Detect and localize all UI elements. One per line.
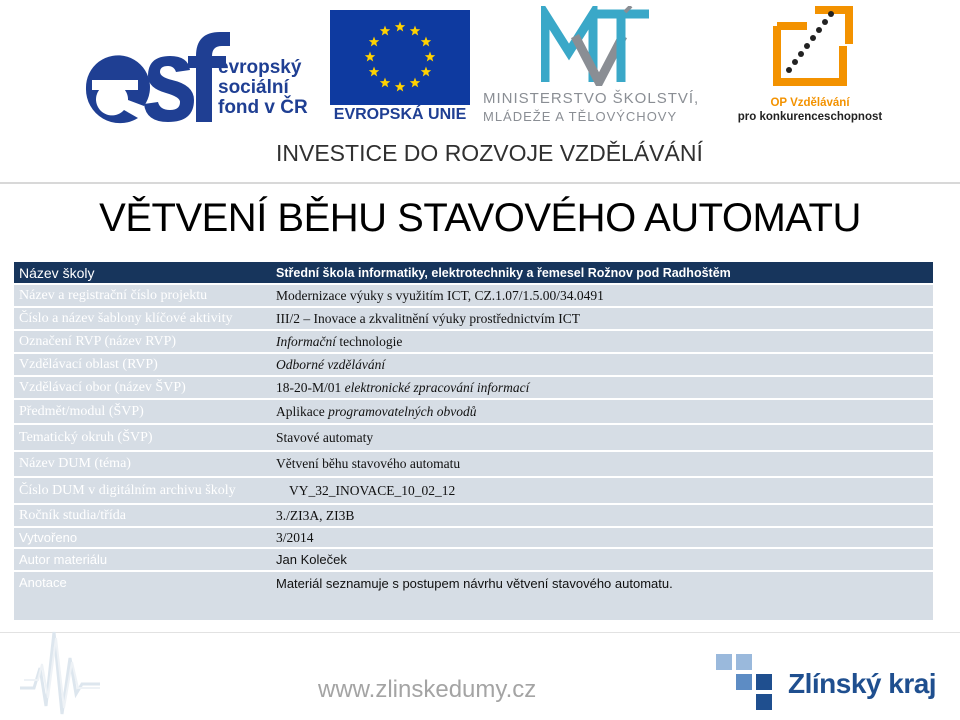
op-mark-icon [767, 6, 853, 92]
waveform-icon [20, 628, 100, 718]
table-row [14, 549, 933, 572]
zlin-wordmark: Zlínský kraj [788, 668, 937, 699]
esf-line-3: fond v ČR [218, 97, 308, 118]
eu-label: EVROPSKÁ UNIE [333, 106, 467, 123]
msmt-line-2: MLÁDEŽE A TĚLOVÝCHOVY [483, 109, 678, 124]
row-label: Název a registrační číslo projektu [19, 287, 208, 303]
table-row [14, 377, 933, 400]
row-value: Stavové automaty [276, 429, 374, 445]
esf-line-2: sociální [218, 77, 289, 98]
header-divider [0, 182, 960, 184]
table-row [14, 262, 933, 285]
footer-divider [0, 632, 960, 633]
row-label: Anotace [19, 575, 67, 590]
esf-logo [78, 10, 323, 130]
row-value-prefix: Aplikace [276, 403, 329, 419]
zlin-logo [716, 654, 936, 714]
row-value: Jan Koleček [276, 552, 347, 567]
row-value-italic: elektronické zpracování informací [344, 379, 530, 395]
msmt-wordmark [483, 90, 723, 126]
table-row [14, 308, 933, 331]
table-row [14, 285, 933, 308]
row-value: 3./ZI3A, ZI3B [276, 507, 355, 523]
table-row [14, 331, 933, 354]
table-row [14, 528, 933, 549]
esf-line-1: evropský [218, 57, 302, 78]
info-table [14, 262, 933, 620]
op-logo [730, 6, 890, 126]
row-value-italic: programovatelných obvodů [328, 403, 477, 419]
header-logos [0, 0, 960, 185]
row-label: Předmět/modul (ŠVP) [19, 403, 144, 419]
row-value [276, 377, 529, 398]
row-value: VY_32_INOVACE_10_02_12 [289, 482, 456, 498]
table-row [14, 425, 933, 452]
esf-wordmark [218, 58, 308, 118]
row-value [276, 400, 476, 423]
page-title: VĚTVENÍ BĚHU STAVOVÉHO AUTOMATU [99, 196, 861, 240]
msmt-mark-icon [541, 6, 651, 86]
op-wordmark [730, 96, 890, 124]
row-label: Číslo a název šablony klíčové aktivity [19, 310, 233, 326]
msmt-line-1: MINISTERSTVO ŠKOLSTVÍ, [483, 90, 700, 107]
row-label: Vzdělávací oblast (RVP) [19, 356, 158, 372]
row-label: Autor materiálu [19, 552, 108, 567]
table-row [14, 452, 933, 478]
slogan: INVESTICE DO ROZVOJE VZDĚLÁVÁNÍ [276, 140, 703, 166]
row-label: Název školy [19, 264, 95, 281]
row-value [276, 331, 402, 352]
row-label: Označení RVP (název RVP) [19, 333, 177, 349]
row-label: Tematický okruh (ŠVP) [19, 429, 153, 445]
row-value: Odborné vzdělávání [276, 356, 386, 372]
table-row [14, 354, 933, 377]
row-label: Název DUM (téma) [19, 456, 131, 471]
eu-flag-icon [330, 10, 470, 105]
table-row [14, 505, 933, 528]
esf-mark-icon [78, 10, 238, 130]
row-value: Modernizace výuky s využitím ICT, CZ.1.07/1.5.00/34.0491 [276, 287, 604, 303]
op-line-1: OP Vzdělávání [770, 97, 850, 109]
row-value-italic: Informační [276, 333, 336, 349]
row-value: Materiál seznamuje s postupem návrhu větvení stavového automatu. [276, 576, 673, 591]
op-line-2: pro konkurenceschopnost [737, 111, 883, 123]
row-value: Střední škola informatiky, elektrotechniky a řemesel Rožnov pod Radhoštěm [276, 265, 731, 280]
row-value-rest: technologie [336, 333, 403, 349]
row-label: Vzdělávací obor (název ŠVP) [19, 379, 186, 395]
row-value: 3/2014 [276, 529, 314, 545]
row-value: Větvení běhu stavového automatu [276, 456, 461, 471]
eu-logo [330, 10, 470, 128]
footer-url: www.zlinskedumy.cz [318, 676, 537, 703]
table-row [14, 572, 933, 620]
zlin-squares-icon [716, 654, 778, 710]
row-label: Ročník studia/třída [19, 507, 126, 523]
row-value-prefix: 18-20-M/01 [276, 379, 345, 395]
table-row [14, 400, 933, 425]
row-value: III/2 – Inovace a zkvalitnění výuky prostřednictvím ICT [276, 310, 581, 326]
row-label: Číslo DUM v digitálním archivu školy [19, 482, 236, 498]
table-row [14, 478, 933, 505]
msmt-logo [483, 6, 723, 126]
row-label: Vytvořeno [19, 530, 78, 545]
